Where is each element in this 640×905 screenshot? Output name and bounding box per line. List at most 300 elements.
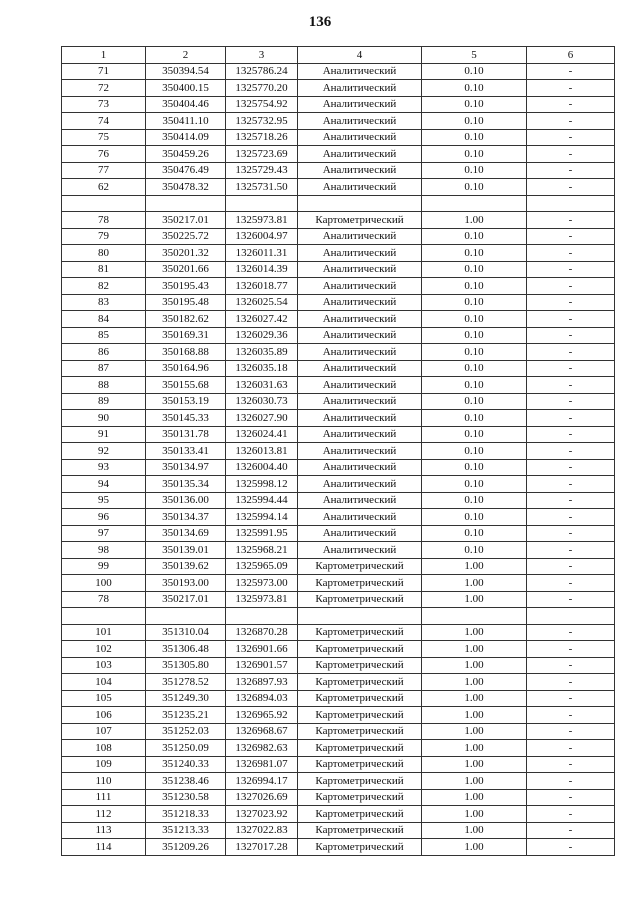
cell-note: - [527,476,615,493]
cell-point-number [62,195,146,212]
cell-y-coordinate: 1325732.95 [226,113,298,130]
cell-x-coordinate: 350145.33 [146,410,226,427]
cell-y-coordinate: 1326981.07 [226,756,298,773]
cell-accuracy: 0.10 [422,327,527,344]
cell-note: - [527,113,615,130]
cell-y-coordinate: 1326035.89 [226,344,298,361]
cell-x-coordinate: 350133.41 [146,443,226,460]
cell-x-coordinate: 351238.46 [146,773,226,790]
cell-note: - [527,311,615,328]
cell-note: - [527,393,615,410]
cell-y-coordinate: 1325973.81 [226,591,298,608]
cell-point-number: 73 [62,96,146,113]
cell-x-coordinate: 350217.01 [146,591,226,608]
table-row [62,426,615,443]
cell-point-number: 97 [62,525,146,542]
table-body [62,63,615,855]
table-row [62,80,615,97]
cell-point-number: 92 [62,443,146,460]
cell-y-coordinate: 1325994.14 [226,509,298,526]
cell-note: - [527,443,615,460]
cell-point-number: 103 [62,657,146,674]
cell-method: Аналитический [298,492,422,509]
cell-method: Картометрический [298,839,422,856]
cell-accuracy: 0.10 [422,377,527,394]
cell-method: Картометрический [298,558,422,575]
cell-accuracy: 0.10 [422,146,527,163]
cell-accuracy: 0.10 [422,294,527,311]
cell-y-coordinate [226,195,298,212]
cell-method: Аналитический [298,311,422,328]
cell-note: - [527,410,615,427]
cell-accuracy: 0.10 [422,360,527,377]
cell-accuracy: 0.10 [422,129,527,146]
cell-y-coordinate: 1326968.67 [226,723,298,740]
cell-note: - [527,822,615,839]
cell-point-number: 71 [62,63,146,80]
cell-method: Картометрический [298,723,422,740]
cell-x-coordinate: 351278.52 [146,674,226,691]
column-header-6: 6 [527,47,615,64]
cell-y-coordinate: 1326024.41 [226,426,298,443]
cell-point-number: 114 [62,839,146,856]
cell-method: Картометрический [298,674,422,691]
cell-x-coordinate: 350193.00 [146,575,226,592]
cell-note [527,195,615,212]
cell-x-coordinate: 350136.00 [146,492,226,509]
cell-point-number: 79 [62,228,146,245]
cell-accuracy: 0.10 [422,113,527,130]
cell-accuracy: 0.10 [422,311,527,328]
cell-point-number [62,608,146,625]
cell-x-coordinate: 350169.31 [146,327,226,344]
cell-point-number: 83 [62,294,146,311]
cell-accuracy: 0.10 [422,426,527,443]
cell-method: Аналитический [298,360,422,377]
column-header-3: 3 [226,47,298,64]
cell-accuracy: 0.10 [422,63,527,80]
cell-method: Картометрический [298,773,422,790]
cell-y-coordinate: 1327026.69 [226,789,298,806]
cell-x-coordinate: 350414.09 [146,129,226,146]
cell-accuracy: 0.10 [422,492,527,509]
cell-x-coordinate: 350201.66 [146,261,226,278]
table-row [62,393,615,410]
cell-method: Аналитический [298,426,422,443]
cell-accuracy: 0.10 [422,476,527,493]
cell-method: Картометрический [298,756,422,773]
cell-point-number: 81 [62,261,146,278]
cell-point-number: 78 [62,212,146,229]
table-row [62,674,615,691]
cell-method: Аналитический [298,294,422,311]
cell-note: - [527,162,615,179]
cell-method: Картометрический [298,657,422,674]
cell-note: - [527,525,615,542]
cell-y-coordinate: 1326897.93 [226,674,298,691]
table-row [62,822,615,839]
cell-note: - [527,492,615,509]
cell-y-coordinate: 1325723.69 [226,146,298,163]
cell-point-number: 109 [62,756,146,773]
table-row [62,179,615,196]
table-row [62,212,615,229]
cell-y-coordinate: 1325965.09 [226,558,298,575]
cell-note: - [527,707,615,724]
cell-note: - [527,624,615,641]
cell-accuracy: 0.10 [422,228,527,245]
cell-accuracy: 0.10 [422,80,527,97]
table-row [62,789,615,806]
cell-note: - [527,459,615,476]
cell-point-number: 107 [62,723,146,740]
cell-method: Аналитический [298,228,422,245]
cell-point-number: 105 [62,690,146,707]
cell-x-coordinate: 350400.15 [146,80,226,97]
cell-y-coordinate: 1326018.77 [226,278,298,295]
cell-x-coordinate [146,608,226,625]
cell-note: - [527,591,615,608]
cell-y-coordinate: 1325994.44 [226,492,298,509]
cell-y-coordinate: 1326004.40 [226,459,298,476]
cell-method: Аналитический [298,509,422,526]
cell-method [298,608,422,625]
cell-note: - [527,212,615,229]
cell-method: Картометрический [298,806,422,823]
cell-x-coordinate: 351306.48 [146,641,226,658]
cell-note: - [527,789,615,806]
cell-method: Картометрический [298,624,422,641]
cell-point-number: 88 [62,377,146,394]
cell-accuracy: 0.10 [422,542,527,559]
table-row [62,294,615,311]
cell-note: - [527,426,615,443]
cell-x-coordinate: 350134.37 [146,509,226,526]
cell-x-coordinate: 351213.33 [146,822,226,839]
cell-note: - [527,344,615,361]
cell-y-coordinate: 1326014.39 [226,261,298,278]
cell-point-number: 89 [62,393,146,410]
table-row [62,278,615,295]
cell-accuracy: 0.10 [422,509,527,526]
table-row [62,344,615,361]
table-row [62,311,615,328]
cell-point-number: 76 [62,146,146,163]
cell-x-coordinate: 351235.21 [146,707,226,724]
table-row [62,641,615,658]
table-row [62,476,615,493]
cell-note: - [527,261,615,278]
cell-y-coordinate: 1326994.17 [226,773,298,790]
cell-accuracy: 1.00 [422,212,527,229]
cell-accuracy: 1.00 [422,558,527,575]
cell-y-coordinate: 1327022.83 [226,822,298,839]
cell-accuracy: 1.00 [422,624,527,641]
table-row [62,707,615,724]
cell-point-number: 87 [62,360,146,377]
cell-note: - [527,377,615,394]
cell-x-coordinate: 350155.68 [146,377,226,394]
cell-point-number: 108 [62,740,146,757]
cell-accuracy: 1.00 [422,657,527,674]
table-row [62,459,615,476]
cell-y-coordinate: 1326982.63 [226,740,298,757]
cell-note: - [527,245,615,262]
cell-point-number: 94 [62,476,146,493]
cell-method: Картометрический [298,740,422,757]
cell-note: - [527,723,615,740]
cell-y-coordinate: 1325770.20 [226,80,298,97]
cell-accuracy: 0.10 [422,162,527,179]
cell-point-number: 111 [62,789,146,806]
cell-accuracy: 0.10 [422,96,527,113]
cell-x-coordinate: 351240.33 [146,756,226,773]
cell-y-coordinate: 1326031.63 [226,377,298,394]
cell-point-number: 102 [62,641,146,658]
table-row [62,591,615,608]
table-row [62,575,615,592]
cell-y-coordinate: 1326965.92 [226,707,298,724]
cell-y-coordinate: 1326029.36 [226,327,298,344]
cell-point-number: 98 [62,542,146,559]
cell-method: Картометрический [298,690,422,707]
cell-method: Картометрический [298,575,422,592]
cell-note: - [527,740,615,757]
cell-note: - [527,839,615,856]
cell-x-coordinate: 350182.62 [146,311,226,328]
table-row [62,410,615,427]
cell-x-coordinate: 351252.03 [146,723,226,740]
cell-x-coordinate: 350201.32 [146,245,226,262]
cell-accuracy: 0.10 [422,443,527,460]
cell-method: Картометрический [298,789,422,806]
cell-x-coordinate: 351230.58 [146,789,226,806]
cell-note: - [527,806,615,823]
cell-point-number: 110 [62,773,146,790]
cell-note: - [527,641,615,658]
cell-accuracy: 1.00 [422,690,527,707]
cell-note: - [527,179,615,196]
cell-note: - [527,96,615,113]
cell-x-coordinate: 350225.72 [146,228,226,245]
cell-note: - [527,773,615,790]
cell-x-coordinate: 351310.04 [146,624,226,641]
table-row [62,162,615,179]
cell-method: Аналитический [298,344,422,361]
cell-method: Картометрический [298,707,422,724]
cell-x-coordinate: 351250.09 [146,740,226,757]
cell-x-coordinate: 351218.33 [146,806,226,823]
cell-note: - [527,63,615,80]
cell-method: Аналитический [298,113,422,130]
cell-accuracy: 0.10 [422,459,527,476]
column-header-1: 1 [62,47,146,64]
cell-point-number: 90 [62,410,146,427]
cell-accuracy: 0.10 [422,410,527,427]
cell-y-coordinate: 1325968.21 [226,542,298,559]
cell-y-coordinate: 1325718.26 [226,129,298,146]
cell-y-coordinate: 1325973.81 [226,212,298,229]
cell-point-number: 106 [62,707,146,724]
cell-point-number: 104 [62,674,146,691]
cell-point-number: 95 [62,492,146,509]
cell-method: Аналитический [298,393,422,410]
table-row [62,360,615,377]
cell-accuracy: 1.00 [422,723,527,740]
cell-point-number: 78 [62,591,146,608]
cell-y-coordinate: 1326901.66 [226,641,298,658]
cell-point-number: 74 [62,113,146,130]
table-row [62,443,615,460]
cell-note: - [527,674,615,691]
cell-note: - [527,690,615,707]
table-row [62,228,615,245]
table-row [62,690,615,707]
cell-note: - [527,558,615,575]
cell-method: Аналитический [298,525,422,542]
cell-method: Картометрический [298,822,422,839]
cell-x-coordinate: 350134.69 [146,525,226,542]
table-row [62,129,615,146]
cell-y-coordinate: 1325729.43 [226,162,298,179]
cell-point-number: 86 [62,344,146,361]
cell-accuracy: 1.00 [422,839,527,856]
cell-accuracy: 1.00 [422,773,527,790]
cell-y-coordinate: 1326011.31 [226,245,298,262]
cell-point-number: 75 [62,129,146,146]
cell-accuracy: 1.00 [422,806,527,823]
cell-point-number: 77 [62,162,146,179]
cell-accuracy: 1.00 [422,740,527,757]
cell-note: - [527,228,615,245]
cell-x-coordinate: 350476.49 [146,162,226,179]
cell-point-number: 80 [62,245,146,262]
cell-accuracy: 1.00 [422,575,527,592]
cell-x-coordinate: 350459.26 [146,146,226,163]
cell-note: - [527,278,615,295]
cell-y-coordinate: 1326870.28 [226,624,298,641]
cell-x-coordinate: 350404.46 [146,96,226,113]
cell-y-coordinate: 1326027.90 [226,410,298,427]
cell-point-number: 96 [62,509,146,526]
table-row [62,377,615,394]
table-row [62,558,615,575]
cell-accuracy: 0.10 [422,261,527,278]
table-row [62,245,615,262]
cell-x-coordinate: 351209.26 [146,839,226,856]
cell-y-coordinate: 1326013.81 [226,443,298,460]
table-row [62,756,615,773]
table-row [62,740,615,757]
cell-note: - [527,542,615,559]
cell-x-coordinate: 350139.01 [146,542,226,559]
cell-point-number: 91 [62,426,146,443]
table-row [62,542,615,559]
cell-x-coordinate: 350394.54 [146,63,226,80]
cell-y-coordinate: 1327017.28 [226,839,298,856]
cell-x-coordinate: 350195.48 [146,294,226,311]
cell-x-coordinate: 350131.78 [146,426,226,443]
cell-method: Аналитический [298,542,422,559]
cell-point-number: 99 [62,558,146,575]
cell-x-coordinate: 350153.19 [146,393,226,410]
cell-accuracy: 0.10 [422,278,527,295]
cell-method: Аналитический [298,261,422,278]
cell-method: Аналитический [298,410,422,427]
cell-accuracy: 0.10 [422,393,527,410]
table-row [62,608,615,625]
table-row [62,327,615,344]
cell-method: Аналитический [298,245,422,262]
cell-note: - [527,360,615,377]
cell-method: Аналитический [298,63,422,80]
cell-point-number: 93 [62,459,146,476]
table-row [62,509,615,526]
cell-note: - [527,756,615,773]
cell-x-coordinate: 350168.88 [146,344,226,361]
cell-y-coordinate: 1325786.24 [226,63,298,80]
cell-method: Аналитический [298,443,422,460]
table-row [62,492,615,509]
table-row [62,146,615,163]
table-row [62,773,615,790]
table-row [62,657,615,674]
cell-point-number: 112 [62,806,146,823]
cell-point-number: 82 [62,278,146,295]
cell-point-number: 62 [62,179,146,196]
cell-accuracy: 1.00 [422,707,527,724]
cell-accuracy: 0.10 [422,525,527,542]
cell-x-coordinate: 350195.43 [146,278,226,295]
table-header-row [62,47,615,64]
table-row [62,195,615,212]
cell-method: Аналитический [298,162,422,179]
cell-x-coordinate: 350139.62 [146,558,226,575]
cell-method [298,195,422,212]
cell-point-number: 85 [62,327,146,344]
column-header-4: 4 [298,47,422,64]
cell-method: Аналитический [298,327,422,344]
cell-point-number: 72 [62,80,146,97]
cell-y-coordinate: 1325731.50 [226,179,298,196]
cell-method: Картометрический [298,212,422,229]
cell-y-coordinate: 1326035.18 [226,360,298,377]
cell-method: Аналитический [298,278,422,295]
cell-method: Картометрический [298,591,422,608]
cell-method: Аналитический [298,179,422,196]
coordinates-table [61,46,615,856]
cell-y-coordinate: 1326004.97 [226,228,298,245]
cell-point-number: 101 [62,624,146,641]
cell-accuracy: 1.00 [422,789,527,806]
cell-point-number: 100 [62,575,146,592]
column-header-2: 2 [146,47,226,64]
cell-method: Картометрический [298,641,422,658]
cell-y-coordinate: 1327023.92 [226,806,298,823]
cell-note: - [527,575,615,592]
cell-y-coordinate: 1326901.57 [226,657,298,674]
cell-method: Аналитический [298,476,422,493]
cell-note: - [527,129,615,146]
cell-accuracy: 0.10 [422,179,527,196]
cell-y-coordinate: 1325998.12 [226,476,298,493]
cell-x-coordinate: 350411.10 [146,113,226,130]
cell-accuracy: 0.10 [422,344,527,361]
table-row [62,723,615,740]
cell-accuracy [422,195,527,212]
cell-x-coordinate: 350217.01 [146,212,226,229]
cell-y-coordinate: 1326030.73 [226,393,298,410]
